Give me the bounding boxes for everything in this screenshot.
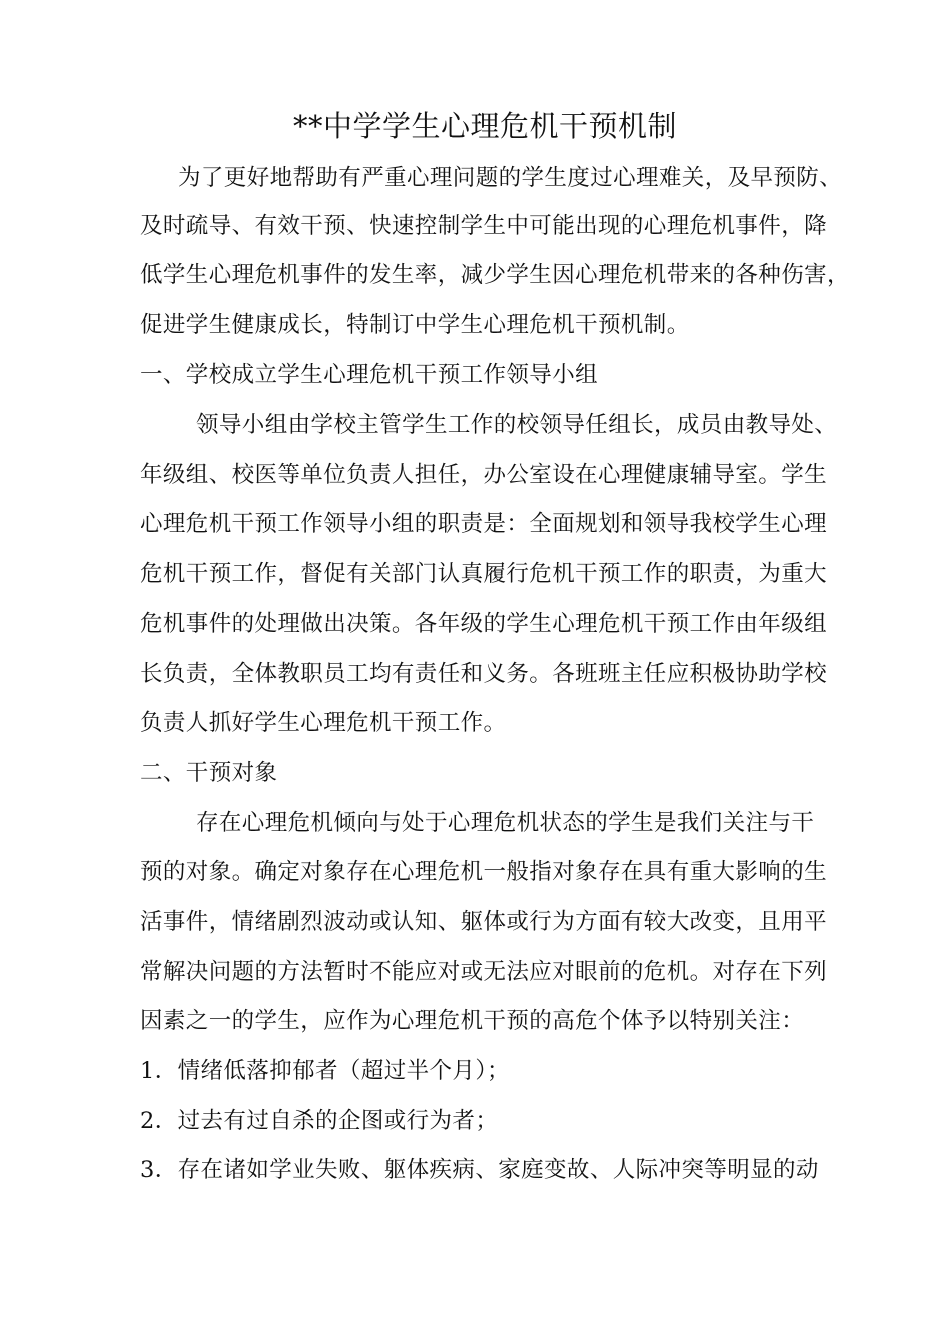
section1-line: 危机干预工作，督促有关部门认真履行危机干预工作的职责，为重大 bbox=[140, 561, 828, 587]
section2-line: 活事件，情绪剧烈波动或认知、躯体或行为方面有较大改变，且用平 bbox=[140, 909, 828, 935]
section2-line: 存在心理危机倾向与处于心理危机状态的学生是我们关注与干 bbox=[196, 810, 815, 836]
intro-line: 低学生心理危机事件的发生率，减少学生因心理危机带来的各种伤害， bbox=[140, 262, 850, 288]
document-page bbox=[140, 0, 850, 1344]
section1-line: 心理危机干预工作领导小组的职责是：全面规划和领导我校学生心理 bbox=[140, 511, 828, 537]
section1-line: 负责人抓好学生心理危机干预工作。 bbox=[140, 710, 507, 736]
intro-line: 促进学生健康成长，特制订中学生心理危机干预机制。 bbox=[140, 312, 690, 338]
section1-line: 长负责，全体教职员工均有责任和义务。各班班主任应积极协助学校 bbox=[140, 661, 828, 687]
intro-line: 及时疏导、有效干预、快速控制学生中可能出现的心理危机事件，降 bbox=[140, 213, 828, 239]
list-item: 3．存在诸如学业失败、躯体疾病、家庭变故、人际冲突等明显的动 bbox=[140, 1157, 819, 1183]
section2-heading: 二、干预对象 bbox=[140, 760, 278, 786]
section2-line: 因素之一的学生，应作为心理危机干预的高危个体予以特别关注： bbox=[140, 1008, 805, 1034]
section2-line: 常解决问题的方法暂时不能应对或无法应对眼前的危机。对存在下列 bbox=[140, 959, 828, 985]
section1-line: 危机事件的处理做出决策。各年级的学生心理危机干预工作由年级组 bbox=[140, 611, 828, 637]
section1-line: 领导小组由学校主管学生工作的校领导任组长，成员由教导处、 bbox=[196, 412, 838, 438]
section2-line: 预的对象。确定对象存在心理危机一般指对象存在具有重大影响的生 bbox=[140, 859, 828, 885]
document-title: **中学学生心理危机干预机制 bbox=[292, 109, 677, 143]
list-item: 2．过去有过自杀的企图或行为者； bbox=[140, 1108, 499, 1134]
list-item: 1．情绪低落抑郁者（超过半个月）； bbox=[140, 1058, 510, 1084]
section1-heading: 一、学校成立学生心理危机干预工作领导小组 bbox=[140, 362, 599, 388]
section1-line: 年级组、校医等单位负责人担任，办公室设在心理健康辅导室。学生 bbox=[140, 462, 828, 488]
intro-line: 为了更好地帮助有严重心理问题的学生度过心理难关，及早预防、 bbox=[178, 165, 843, 191]
